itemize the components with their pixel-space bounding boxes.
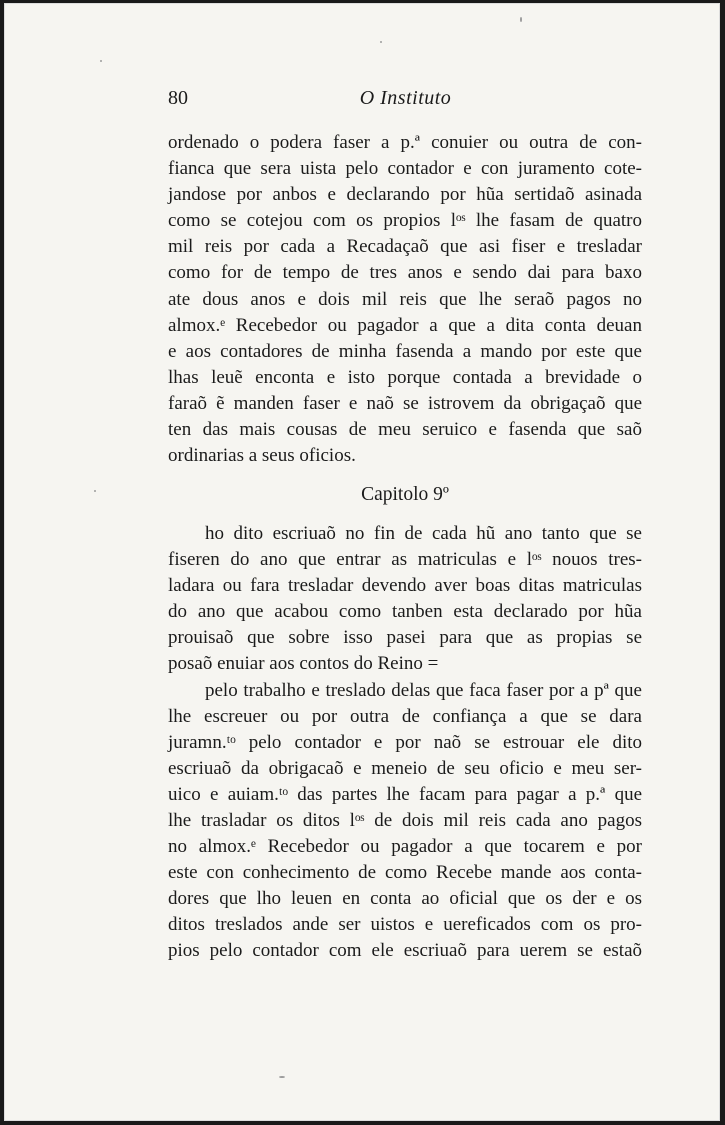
- text-line: como se cotejou com os propios lᵒˢ lhe fasam de quatro: [168, 210, 642, 231]
- book-page: [4, 3, 720, 1121]
- text-line: faraõ ẽ manden faser e naõ se istrovem da obrigaçaõ que: [168, 393, 642, 414]
- paper-speck: [100, 60, 102, 62]
- page-header: [168, 87, 643, 117]
- text-line: lhe escreuer ou por outra de confiança a que se dara: [168, 706, 642, 727]
- text-line: ten das mais cousas de meu seruico e fasenda que saõ: [168, 419, 642, 440]
- text-line: ditos treslados ande ser uistos e uereficados com os pro-: [168, 914, 642, 935]
- text-line: pios pelo contador com ele escriuaõ para uerem se estaõ: [168, 940, 642, 961]
- text-line: prouisaõ que sobre isso pasei para que as propias se: [168, 627, 642, 648]
- text-line: fiseren do ano que entrar as matriculas e lᵒˢ nouos tres-: [168, 549, 642, 570]
- text-line: ladara ou fara tresladar devendo aver boas ditas matriculas: [168, 575, 642, 596]
- text-line: este con conhecimento de como Recebe mande aos conta-: [168, 862, 642, 883]
- paper-speck: [520, 17, 522, 22]
- paper-speck: [94, 490, 96, 492]
- paper-speck: [279, 1076, 285, 1078]
- text-line: ordinarias a seus oficios.: [168, 445, 356, 466]
- text-line: posaõ enuiar aos contos do Reino =: [168, 653, 439, 674]
- page-number: 80: [168, 87, 188, 109]
- text-line: juramn.ᵗᵒ pelo contador e por naõ se estrouar ele dito: [168, 732, 642, 753]
- text-line: ordenado o podera faser a p.ª conuier ou outra de con-: [168, 132, 642, 153]
- text-line: ho dito escriuaõ no fin de cada hũ ano tanto que se: [205, 523, 642, 544]
- text-line: jandose por anbos e declarando por hũa sertidaõ asinada: [168, 184, 642, 205]
- text-line: como for de tempo de tres anos e sendo dai para baxo: [168, 262, 642, 283]
- text-line: e aos contadores de minha fasenda a mando por este que: [168, 341, 642, 362]
- text-line: ate dous anos e dois mil reis que lhe seraõ pagos no: [168, 289, 642, 310]
- text-line: mil reis por cada a Recadaçaõ que asi fiser e tresladar: [168, 236, 642, 257]
- text-line: almox.ᵉ Recebedor ou pagador a que a dita conta deuan: [168, 315, 642, 336]
- text-line: uico e auiam.ᵗᵒ das partes lhe facam para pagar a p.ª que: [168, 784, 642, 805]
- text-line: do ano que acabou como tanben esta declarado por hũa: [168, 601, 642, 622]
- text-line: lhe trasladar os ditos lᵒˢ de dois mil reis cada ano pagos: [168, 810, 642, 831]
- chapter-heading: Capitolo 9º: [361, 484, 449, 505]
- text-line: lhas leuẽ enconta e isto porque contada a brevidade o: [168, 367, 642, 388]
- paper-speck: [380, 41, 382, 43]
- running-title: O Instituto: [359, 87, 452, 109]
- text-line: dores que lho leuen en conta ao oficial que os der e os: [168, 888, 642, 909]
- text-line: no almox.ᵉ Recebedor ou pagador a que tocarem e por: [168, 836, 642, 857]
- text-line: escriuaõ da obrigacaõ e meneio de seu oficio e meu ser-: [168, 758, 642, 779]
- text-line: pelo trabalho e treslado delas que faca faser por a pª que: [205, 680, 642, 701]
- text-line: fianca que sera uista pelo contador e con juramento cote-: [168, 158, 642, 179]
